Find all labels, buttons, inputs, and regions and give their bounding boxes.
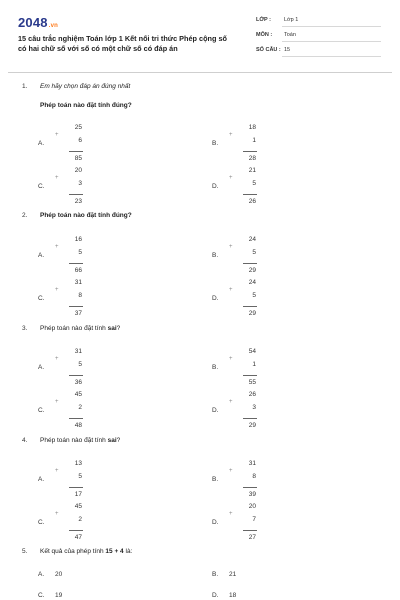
addend-2: 5 bbox=[252, 292, 256, 299]
addend-1: 20 bbox=[74, 167, 82, 174]
sum-result: 29 bbox=[248, 422, 256, 429]
sum-line bbox=[69, 306, 83, 307]
sum-result: 47 bbox=[74, 534, 82, 541]
option-letter: A. bbox=[38, 571, 45, 578]
plus-sign: + bbox=[55, 175, 59, 181]
meta-value: 15 bbox=[284, 47, 291, 53]
meta-label: LỚP : bbox=[256, 17, 271, 23]
sum-result: 39 bbox=[248, 491, 256, 498]
option-letter: C. bbox=[38, 407, 45, 414]
addend-2: 5 bbox=[252, 180, 256, 187]
sum-line bbox=[69, 151, 83, 152]
sum-line bbox=[243, 418, 257, 419]
addend-2: 8 bbox=[252, 473, 256, 480]
option-letter: C. bbox=[38, 183, 45, 190]
site-logo[interactable]: 2048.vn bbox=[18, 15, 59, 30]
addend-2: 1 bbox=[252, 361, 256, 368]
meta-grade bbox=[256, 14, 381, 27]
plus-sign: + bbox=[55, 356, 59, 362]
plus-sign: + bbox=[229, 132, 233, 138]
question-number: 5. bbox=[22, 548, 28, 555]
sum-result: 85 bbox=[74, 155, 82, 162]
option-letter: A. bbox=[38, 364, 45, 371]
option-letter: A. bbox=[38, 476, 45, 483]
sum-line bbox=[69, 418, 83, 419]
question-1-option-b[interactable] bbox=[212, 124, 292, 166]
option-letter: A. bbox=[38, 252, 45, 259]
plus-sign: + bbox=[55, 287, 59, 293]
question-3-prompt: Phép toán nào đặt tính sai? bbox=[40, 325, 121, 332]
addend-1: 26 bbox=[248, 391, 256, 398]
question-3-option-d[interactable] bbox=[212, 391, 292, 433]
sum-result: 27 bbox=[248, 534, 256, 541]
addend-1: 13 bbox=[74, 460, 82, 467]
plus-sign: + bbox=[229, 175, 233, 181]
question-3-option-c[interactable] bbox=[38, 391, 118, 433]
addend-2: 2 bbox=[78, 404, 82, 411]
question-4-option-d[interactable] bbox=[212, 503, 292, 545]
option-letter: B. bbox=[212, 364, 219, 371]
prompt-keyword: 15 + 4 bbox=[105, 548, 124, 555]
addend-2: 5 bbox=[78, 249, 82, 256]
header-divider bbox=[8, 72, 392, 73]
option-letter: D. bbox=[212, 592, 219, 599]
meta-underline bbox=[282, 26, 381, 27]
addend-2: 7 bbox=[252, 516, 256, 523]
addend-2: 6 bbox=[78, 137, 82, 144]
sum-result: 36 bbox=[74, 379, 82, 386]
meta-question-count bbox=[256, 44, 381, 57]
prompt-keyword: sai bbox=[107, 437, 117, 444]
plus-sign: + bbox=[55, 511, 59, 517]
addend-2: 5 bbox=[78, 473, 82, 480]
question-1-option-d[interactable] bbox=[212, 167, 292, 209]
question-1-prompt: Phép toán nào đặt tính đúng? bbox=[40, 102, 132, 109]
plus-sign: + bbox=[229, 511, 233, 517]
question-1-option-c[interactable] bbox=[38, 167, 118, 209]
option-letter: B. bbox=[212, 476, 219, 483]
question-number: 3. bbox=[22, 325, 28, 332]
plus-sign: + bbox=[55, 399, 59, 405]
option-letter: D. bbox=[212, 295, 219, 302]
question-number: 2. bbox=[22, 212, 28, 219]
addend-2: 5 bbox=[252, 249, 256, 256]
question-1-option-a[interactable] bbox=[38, 124, 118, 166]
instruction-text: Em hãy chọn đáp án đúng nhất bbox=[40, 83, 131, 90]
option-value: 19 bbox=[55, 592, 63, 599]
plus-sign: + bbox=[229, 287, 233, 293]
question-4-option-c[interactable] bbox=[38, 503, 118, 545]
question-2-option-b[interactable] bbox=[212, 236, 292, 278]
question-number: 4. bbox=[22, 437, 28, 444]
prompt-keyword: sai bbox=[107, 325, 117, 332]
sum-line bbox=[243, 487, 257, 488]
addend-2: 3 bbox=[78, 180, 82, 187]
sum-result: 29 bbox=[248, 310, 256, 317]
option-letter: D. bbox=[212, 519, 219, 526]
meta-underline bbox=[282, 56, 381, 57]
sum-result: 66 bbox=[74, 267, 82, 274]
addend-1: 31 bbox=[74, 279, 82, 286]
sum-result: 48 bbox=[74, 422, 82, 429]
question-2-option-a[interactable] bbox=[38, 236, 118, 278]
meta-underline bbox=[282, 41, 381, 42]
question-2-option-d[interactable] bbox=[212, 279, 292, 321]
option-value: 18 bbox=[229, 592, 237, 599]
option-letter: B. bbox=[212, 140, 219, 147]
addend-2: 1 bbox=[252, 137, 256, 144]
meta-value: Toán bbox=[284, 32, 296, 38]
plus-sign: + bbox=[229, 399, 233, 405]
sum-result: 26 bbox=[248, 198, 256, 205]
question-4-option-b[interactable] bbox=[212, 460, 292, 502]
option-letter: C. bbox=[38, 592, 45, 599]
plus-sign: + bbox=[55, 244, 59, 250]
addend-1: 25 bbox=[74, 124, 82, 131]
document-title: 15 câu trắc nghiệm Toán lớp 1 Kết nối tri thức Phép cộng số có hai chữ số với số có một chữ số có đáp án bbox=[18, 34, 228, 53]
sum-line bbox=[69, 194, 83, 195]
plus-sign: + bbox=[229, 468, 233, 474]
option-letter: D. bbox=[212, 407, 219, 414]
question-2-option-c[interactable] bbox=[38, 279, 118, 321]
sum-result: 23 bbox=[74, 198, 82, 205]
question-4-option-a[interactable] bbox=[38, 460, 118, 502]
sum-line bbox=[243, 530, 257, 531]
option-letter: C. bbox=[38, 295, 45, 302]
addend-1: 31 bbox=[248, 460, 256, 467]
addend-2: 2 bbox=[78, 516, 82, 523]
addend-2: 3 bbox=[252, 404, 256, 411]
question-number: 1. bbox=[22, 83, 28, 90]
option-letter: B. bbox=[212, 252, 219, 259]
question-5-option-a[interactable] bbox=[38, 571, 63, 578]
sum-line bbox=[243, 263, 257, 264]
addend-1: 24 bbox=[248, 236, 256, 243]
option-letter: B. bbox=[212, 571, 219, 578]
addend-1: 16 bbox=[74, 236, 82, 243]
sum-line bbox=[69, 375, 83, 376]
plus-sign: + bbox=[55, 468, 59, 474]
addend-1: 24 bbox=[248, 279, 256, 286]
meta-label: MÔN : bbox=[256, 32, 273, 38]
question-5-option-b[interactable] bbox=[212, 571, 237, 578]
addend-1: 21 bbox=[248, 167, 256, 174]
meta-label: SỐ CÂU : bbox=[256, 47, 281, 53]
addend-1: 18 bbox=[248, 124, 256, 131]
question-5-option-c[interactable] bbox=[38, 592, 63, 599]
addend-1: 20 bbox=[248, 503, 256, 510]
question-3-option-b[interactable] bbox=[212, 348, 292, 390]
sum-result: 37 bbox=[74, 310, 82, 317]
sum-line bbox=[69, 263, 83, 264]
option-value: 21 bbox=[229, 571, 237, 578]
question-3-option-a[interactable] bbox=[38, 348, 118, 390]
option-letter: D. bbox=[212, 183, 219, 190]
option-letter: A. bbox=[38, 140, 45, 147]
plus-sign: + bbox=[229, 356, 233, 362]
addend-2: 5 bbox=[78, 361, 82, 368]
sum-line bbox=[243, 194, 257, 195]
option-letter: C. bbox=[38, 519, 45, 526]
logo-suffix: .vn bbox=[48, 23, 59, 29]
sum-line bbox=[69, 487, 83, 488]
addend-1: 31 bbox=[74, 348, 82, 355]
sum-line bbox=[243, 151, 257, 152]
sum-result: 29 bbox=[248, 267, 256, 274]
plus-sign: + bbox=[55, 132, 59, 138]
sum-result: 17 bbox=[74, 491, 82, 498]
addend-1: 45 bbox=[74, 391, 82, 398]
sum-line bbox=[243, 306, 257, 307]
plus-sign: + bbox=[229, 244, 233, 250]
question-5-option-d[interactable] bbox=[212, 592, 237, 599]
question-2-prompt: Phép toán nào đặt tính đúng? bbox=[40, 212, 132, 219]
meta-subject bbox=[256, 29, 381, 42]
addend-1: 54 bbox=[248, 348, 256, 355]
question-4-prompt: Phép toán nào đặt tính sai? bbox=[40, 437, 121, 444]
sum-line bbox=[243, 375, 257, 376]
sum-line bbox=[69, 530, 83, 531]
addend-2: 8 bbox=[78, 292, 82, 299]
question-5-prompt: Kết quả của phép tính 15 + 4 là: bbox=[40, 548, 133, 555]
addend-1: 45 bbox=[74, 503, 82, 510]
option-value: 20 bbox=[55, 571, 63, 578]
sum-result: 55 bbox=[248, 379, 256, 386]
meta-value: Lớp 1 bbox=[284, 17, 299, 23]
sum-result: 28 bbox=[248, 155, 256, 162]
